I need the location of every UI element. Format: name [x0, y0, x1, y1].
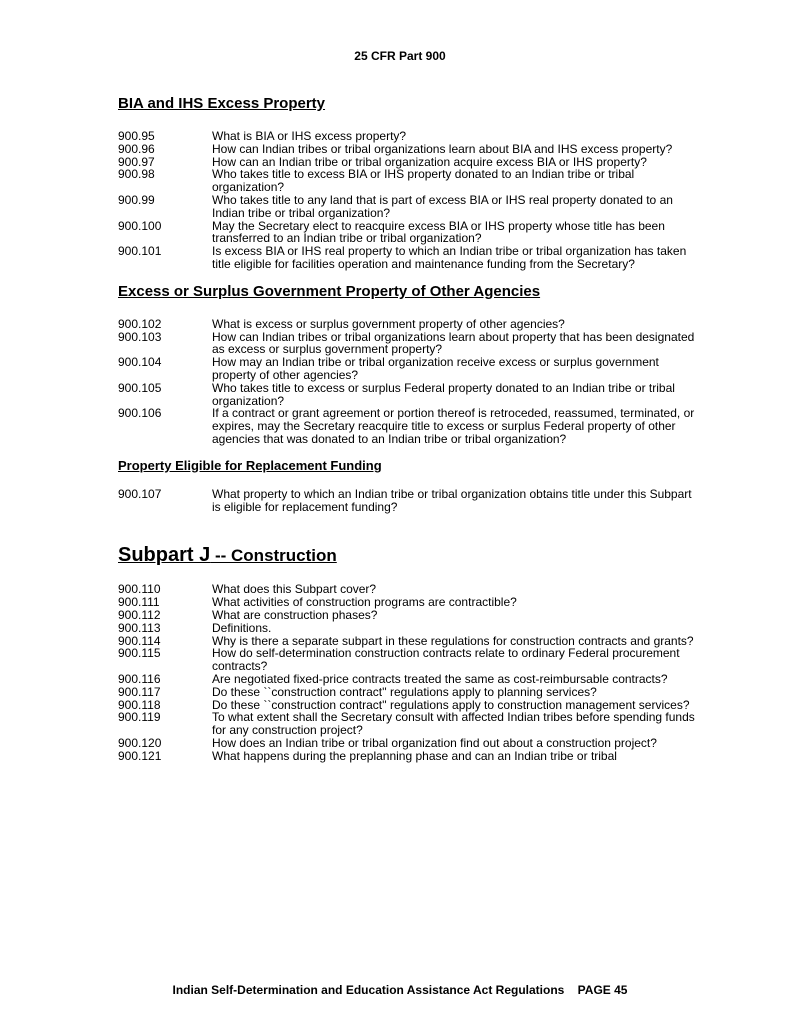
section-title: Definitions.	[212, 620, 272, 635]
section-number: 900.116	[118, 671, 161, 686]
section-number: 900.113	[118, 620, 161, 635]
section-number: 900.104	[118, 355, 162, 370]
toc-entry	[118, 382, 698, 408]
toc-entry	[118, 647, 698, 673]
section-title: How do self-determination construction contracts relate to ordinary Federal procurement contracts?	[212, 646, 680, 674]
section-number: 900.119	[118, 710, 161, 725]
section-number: 900.105	[118, 380, 162, 395]
section-title: What are construction phases?	[212, 607, 378, 622]
section-number: 900.97	[118, 154, 155, 169]
section-title: Who takes title to excess or surplus Federal property donated to an Indian tribe or tribal organization?	[212, 380, 675, 408]
toc-entry	[118, 220, 698, 246]
document-body	[118, 95, 698, 774]
section-title: Is excess BIA or IHS real property to which an Indian tribe or tribal organization has taken title eligible for facilities operation and maintenance funding from the Secretary?	[212, 244, 687, 271]
section-title: How may an Indian tribe or tribal organization receive excess or surplus government property of other agencies?	[212, 355, 659, 382]
section-title: What is excess or surplus government property of other agencies?	[212, 316, 565, 331]
section-title: Do these ``construction contract'' regulations apply to construction management services?	[212, 697, 690, 712]
page-footer	[0, 983, 800, 997]
section-heading: Property Eligible for Replacement Funding	[118, 457, 382, 473]
section-title: Why is there a separate subpart in these regulations for construction contracts and grants?	[212, 633, 694, 648]
toc-entry	[118, 318, 698, 331]
toc-entry	[118, 194, 698, 220]
section-number: 900.106	[118, 406, 162, 421]
toc-entry	[118, 245, 698, 271]
section-title: What happens during the preplanning phase and can an Indian tribe or tribal	[212, 748, 617, 763]
section-number: 900.118	[118, 697, 161, 712]
section-title: How can Indian tribes or tribal organizations learn about property that has been designated as excess or surplus government property?	[212, 329, 695, 357]
section-heading: Excess or Surplus Government Property of Other Agencies	[118, 282, 541, 300]
section-number: 900.103	[118, 329, 162, 344]
toc-list	[118, 583, 698, 762]
section-title: What activities of construction programs are contractible?	[212, 595, 517, 610]
toc-entry	[118, 356, 698, 382]
subpart-heading	[118, 543, 698, 569]
toc-entry	[118, 143, 698, 156]
section-number: 900.100	[118, 218, 162, 233]
toc-entry	[118, 331, 698, 357]
section-number: 900.107	[118, 486, 162, 501]
section-title: May the Secretary elect to reacquire excess BIA or IHS property whose title has been transferred to an Indian tribe or tribal organization?	[212, 218, 665, 246]
toc-entry	[118, 596, 698, 609]
section-number: 900.114	[118, 633, 161, 648]
section-title: Do these ``construction contract'' regulations apply to planning services?	[212, 684, 597, 699]
toc-entry	[118, 407, 698, 445]
section-number: 900.98	[118, 167, 155, 182]
toc-entry	[118, 673, 698, 686]
toc-entry	[118, 750, 698, 763]
section-number: 900.95	[118, 129, 155, 143]
subpart-label: Subpart J	[118, 544, 211, 567]
toc-entry	[118, 488, 698, 514]
section-number: 900.102	[118, 316, 162, 331]
section-title: What property to which an Indian tribe or tribal organization obtains title under this Subpart is eligible for replacement funding?	[212, 486, 692, 514]
section-title: Are negotiated fixed-price contracts treated the same as cost-reimbursable contracts?	[212, 671, 668, 686]
section-number: 900.120	[118, 735, 162, 750]
section-number: 900.117	[118, 684, 161, 699]
section-number: 900.121	[118, 748, 162, 763]
toc-entry	[118, 622, 698, 635]
section-title: How can an Indian tribe or tribal organization acquire excess BIA or IHS property?	[212, 154, 647, 169]
section-title: How can Indian tribes or tribal organizations learn about BIA and IHS excess property?	[212, 141, 673, 156]
section-title: What is BIA or IHS excess property?	[212, 129, 407, 143]
section-number: 900.99	[118, 192, 155, 207]
toc-entry	[118, 168, 698, 194]
section-title: What does this Subpart cover?	[212, 582, 377, 597]
toc-entry	[118, 711, 698, 737]
section-number: 900.115	[118, 646, 161, 661]
toc-entry	[118, 737, 698, 750]
section-title: Who takes title to any land that is part of excess BIA or IHS real property donated to an Indian tribe or tribal organization?	[212, 192, 673, 220]
section-title: To what extent shall the Secretary consult with affected Indian tribes before spending funds for any construction project?	[212, 710, 695, 738]
section-title: Who takes title to excess BIA or IHS property donated to an Indian tribe or tribal organization?	[212, 167, 635, 195]
section-title: If a contract or grant agreement or portion thereof is retroceded, reassumed, terminated, or expires, may the Secretary reacquire title to excess or surplus Federal property of other agencies that was donated to an Indian tribe or tribal organization?	[212, 406, 695, 446]
section-number: 900.110	[118, 582, 161, 597]
toc-entry	[118, 686, 698, 699]
section-number: 900.112	[118, 607, 161, 622]
page-header: 25 CFR Part 900	[354, 49, 446, 63]
section-number: 900.111	[118, 595, 160, 610]
subpart-title: -- Construction	[210, 546, 337, 566]
section-title: How does an Indian tribe or tribal organization find out about a construction project?	[212, 735, 657, 750]
toc-list	[118, 130, 698, 271]
section-number: 900.101	[118, 244, 162, 259]
section-heading: BIA and IHS Excess Property	[118, 95, 326, 112]
footer-text: Indian Self-Determination and Education Assistance Act Regulations PAGE 45	[172, 983, 628, 997]
toc-list	[118, 488, 698, 514]
section-number: 900.96	[118, 141, 155, 156]
toc-list	[118, 318, 698, 446]
toc-entry	[118, 130, 698, 143]
toc-entry	[118, 609, 698, 622]
